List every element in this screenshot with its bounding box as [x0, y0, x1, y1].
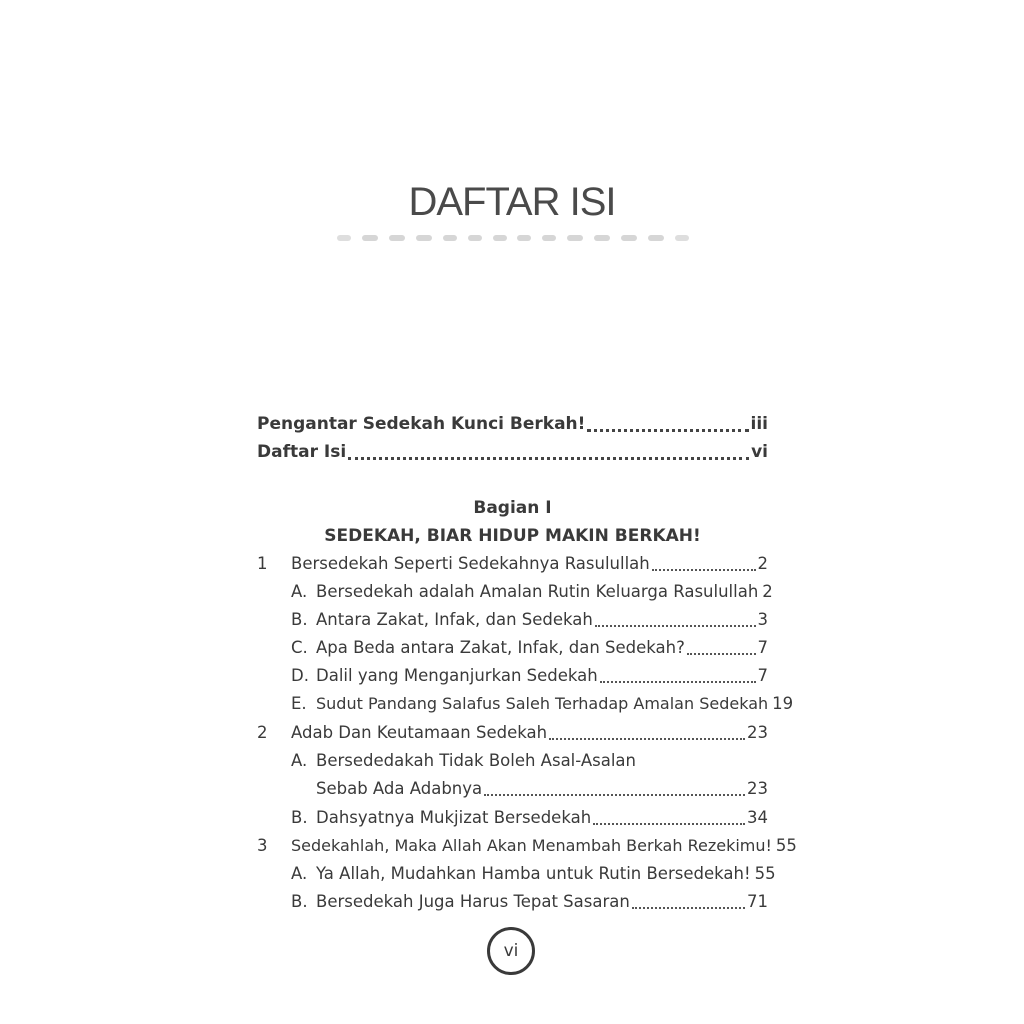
toc-item-1b[interactable] — [257, 608, 768, 632]
item-page: 34 — [747, 808, 768, 827]
toc-chapter-1[interactable] — [257, 552, 768, 576]
toc-item-1a[interactable] — [257, 580, 773, 604]
item-letter: C. — [291, 638, 308, 657]
page-number: vi — [503, 941, 519, 961]
page-number-badge — [487, 927, 535, 975]
dot-leader — [348, 457, 749, 460]
item-title: Ya Allah, Mudahkan Hamba untuk Rutin Bersedekah! — [316, 864, 751, 883]
page-title: DAFTAR ISI — [408, 180, 616, 224]
dot-leader — [632, 907, 745, 909]
item-letter: A. — [291, 864, 308, 883]
toc-entry-text: Pengantar Sedekah Kunci Berkah! — [257, 414, 586, 434]
item-title: Sudut Pandang Salafus Saleh Terhadap Amalan Sedekah — [316, 694, 769, 713]
item-letter: B. — [291, 808, 308, 827]
toc-item-2a-continuation[interactable] — [257, 777, 768, 801]
item-title: Apa Beda antara Zakat, Infak, dan Sedekah? — [316, 638, 685, 657]
dot-leader — [484, 794, 745, 796]
toc-entry-pengantar[interactable] — [257, 412, 768, 436]
item-title: Bersededakah Tidak Boleh Asal-Asalan — [316, 751, 637, 770]
toc-item-3b[interactable] — [257, 890, 768, 914]
item-page: 19 — [772, 694, 794, 713]
toc-chapter-2[interactable] — [257, 721, 768, 745]
item-letter: B. — [291, 892, 308, 911]
dot-leader — [587, 429, 748, 432]
dot-leader — [595, 625, 756, 627]
chapter-title: Sedekahlah, Maka Allah Akan Menambah Berkah Rezekimu! — [291, 836, 772, 855]
item-page: 23 — [747, 779, 768, 798]
chapter-page: 55 — [775, 836, 797, 855]
part-label: Bagian I — [473, 498, 552, 518]
toc-item-2a[interactable] — [257, 749, 768, 773]
item-letter: A. — [291, 582, 308, 601]
item-page: 2 — [762, 582, 773, 601]
dot-leader — [652, 569, 756, 571]
chapter-title: Adab Dan Keutamaan Sedekah — [291, 723, 548, 742]
item-page: 7 — [757, 638, 768, 657]
title-ornament — [337, 233, 689, 243]
chapter-title: Bersedekah Seperti Sedekahnya Rasulullah — [291, 554, 650, 573]
dot-leader — [600, 681, 756, 683]
item-page: 7 — [757, 666, 768, 685]
chapter-page: 2 — [757, 554, 768, 573]
item-title: Antara Zakat, Infak, dan Sedekah — [316, 610, 593, 629]
item-letter: E. — [291, 694, 307, 713]
item-title: Dahsyatnya Mukjizat Bersedekah — [316, 808, 592, 827]
item-title-continuation: Sebab Ada Adabnya — [316, 779, 483, 798]
item-page: 3 — [757, 610, 768, 629]
toc-entry-text: Daftar Isi — [257, 442, 347, 462]
dot-leader — [549, 738, 745, 740]
part-title: SEDEKAH, BIAR HIDUP MAKIN BERKAH! — [324, 526, 701, 546]
toc-entry-daftar-isi[interactable] — [257, 440, 768, 464]
toc-item-3a[interactable] — [257, 862, 776, 886]
dot-leader — [593, 823, 745, 825]
toc-item-2b[interactable] — [257, 806, 768, 830]
toc-chapter-3[interactable] — [257, 834, 797, 858]
item-title: Dalil yang Menganjurkan Sedekah — [316, 666, 598, 685]
item-page: 71 — [747, 892, 768, 911]
toc-item-1d[interactable] — [257, 664, 768, 688]
chapter-number: 1 — [257, 554, 268, 573]
toc-entry-page: vi — [751, 442, 768, 462]
chapter-number: 2 — [257, 723, 268, 742]
item-letter: D. — [291, 666, 309, 685]
chapter-page: 23 — [747, 723, 768, 742]
item-letter: B. — [291, 610, 308, 629]
item-title: Bersedekah Juga Harus Tepat Sasaran — [316, 892, 630, 911]
chapter-number: 3 — [257, 836, 268, 855]
item-letter: A. — [291, 751, 308, 770]
toc-entry-page: iii — [750, 414, 768, 434]
toc-item-1e[interactable] — [257, 692, 794, 716]
item-title: Bersedekah adalah Amalan Rutin Keluarga Rasulullah — [316, 582, 759, 601]
toc-item-1c[interactable] — [257, 636, 768, 660]
dot-leader — [687, 653, 756, 655]
item-page: 55 — [754, 864, 776, 883]
